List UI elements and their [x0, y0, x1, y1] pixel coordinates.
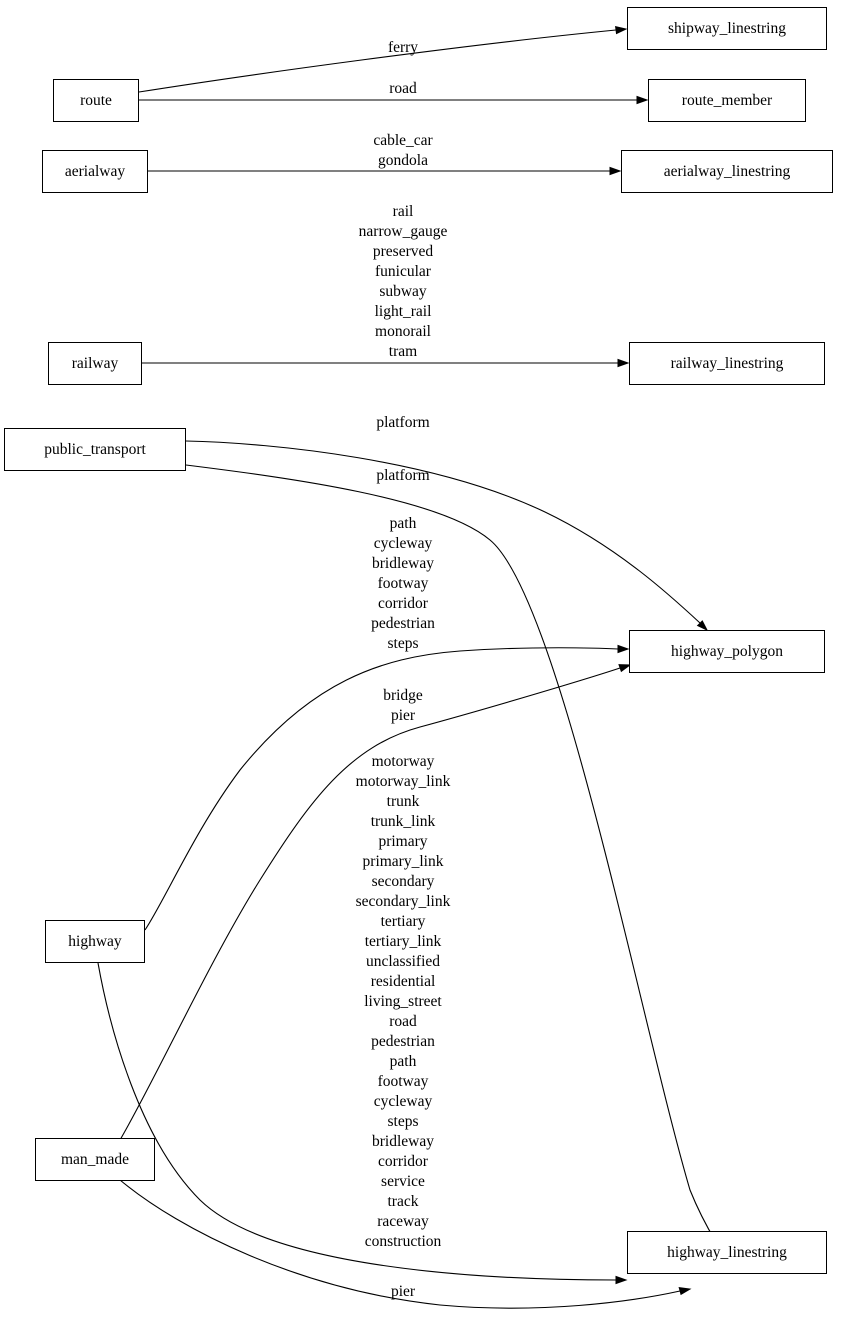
edge-label-line: road: [389, 1013, 417, 1030]
edge-label-line: cable_car: [373, 132, 433, 149]
edge-label-pier: [0, 1282, 806, 1302]
edge-label-line: motorway: [371, 753, 435, 770]
edge-label-line: path: [389, 515, 417, 532]
node-highway-polygon-label: highway_polygon: [671, 642, 783, 660]
node-route-member-label: route_member: [681, 91, 773, 109]
node-public-transport[interactable]: [4, 428, 186, 471]
node-aerialway-linestring[interactable]: [621, 150, 833, 193]
node-railway-label: railway: [71, 354, 119, 372]
edge-label-line: residential: [370, 973, 436, 990]
edge-label-line: footway: [377, 575, 429, 592]
edge-label-line: pier: [390, 1283, 416, 1300]
node-man-made-label: man_made: [60, 1150, 129, 1168]
edge-label-line: raceway: [377, 1213, 429, 1230]
node-railway[interactable]: [48, 342, 142, 385]
edge-label-line: trunk: [386, 793, 420, 810]
edge-label-line: path: [389, 1053, 417, 1070]
node-aerialway-label: aerialway: [64, 162, 126, 180]
edge-label-line: secondary: [371, 873, 435, 890]
edge-label-line: narrow_gauge: [358, 223, 448, 240]
edge-label-line: preserved: [372, 243, 434, 260]
node-highway-label: highway: [68, 932, 122, 950]
edge-label-line: bridge: [383, 687, 423, 704]
node-route-label: route: [80, 91, 112, 109]
edge-label-line: platform: [376, 414, 430, 431]
edge-label-line: steps: [387, 635, 419, 652]
node-man-made[interactable]: [35, 1138, 155, 1181]
node-highway-linestring[interactable]: [627, 1231, 827, 1274]
edge-label-line: light_rail: [374, 303, 432, 320]
edge-label-line: trunk_link: [370, 813, 436, 830]
edge-label-line: tertiary: [380, 913, 426, 930]
edge-label-line: steps: [387, 1113, 419, 1130]
edge-label-line: motorway_link: [355, 773, 451, 790]
edge-label-line: construction: [364, 1233, 442, 1250]
edge-label-line: gondola: [378, 152, 428, 169]
edge-label-line: track: [387, 1193, 419, 1210]
edge-label-railway-values: [0, 202, 806, 362]
edge-label-line: footway: [377, 1073, 429, 1090]
edge-label-line: secondary_link: [355, 893, 451, 910]
edge-label-line: primary: [378, 833, 428, 850]
node-aerialway[interactable]: [42, 150, 148, 193]
edge-label-line: subway: [379, 283, 427, 300]
edge-label-line: funicular: [375, 263, 431, 280]
node-route-member[interactable]: [648, 79, 806, 122]
edge-label-line: bridleway: [372, 1133, 434, 1150]
edge-label-line: platform: [376, 467, 430, 484]
edge-label-line: tram: [388, 343, 418, 360]
edge-label-line: living_street: [364, 993, 442, 1010]
edge-label-line: pier: [390, 707, 416, 724]
edge-label-line: pedestrian: [371, 615, 435, 632]
edge-label-line: monorail: [375, 323, 431, 340]
edge-label-line: cycleway: [373, 535, 433, 552]
node-railway-linestring-label: railway_linestring: [670, 354, 784, 372]
edge-label-line: bridleway: [372, 555, 434, 572]
edge-label-line: ferry: [387, 39, 419, 56]
edge-label-man-made-polygon-values: [0, 686, 806, 726]
node-shipway-linestring[interactable]: [627, 7, 827, 50]
node-railway-linestring[interactable]: [629, 342, 825, 385]
edge-label-line: unclassified: [365, 953, 441, 970]
node-highway-polygon[interactable]: [629, 630, 825, 673]
node-aerialway-linestring-label: aerialway_linestring: [663, 162, 791, 180]
node-public-transport-label: public_transport: [44, 440, 146, 458]
edge-label-line: service: [381, 1173, 425, 1190]
node-shipway-linestring-label: shipway_linestring: [668, 19, 786, 37]
edge-label-line: pedestrian: [371, 1033, 435, 1050]
edge-label-line: corridor: [378, 1153, 428, 1170]
edge-label-line: tertiary_link: [364, 933, 442, 950]
node-route[interactable]: [53, 79, 139, 122]
edge-label-line: road: [389, 80, 417, 97]
edge-label-line: cycleway: [373, 1093, 433, 1110]
node-highway[interactable]: [45, 920, 145, 963]
edge-label-line: corridor: [378, 595, 428, 612]
edge-label-line: rail: [392, 203, 414, 220]
node-highway-linestring-label: highway_linestring: [667, 1243, 787, 1261]
edge-label-line: primary_link: [362, 853, 444, 870]
